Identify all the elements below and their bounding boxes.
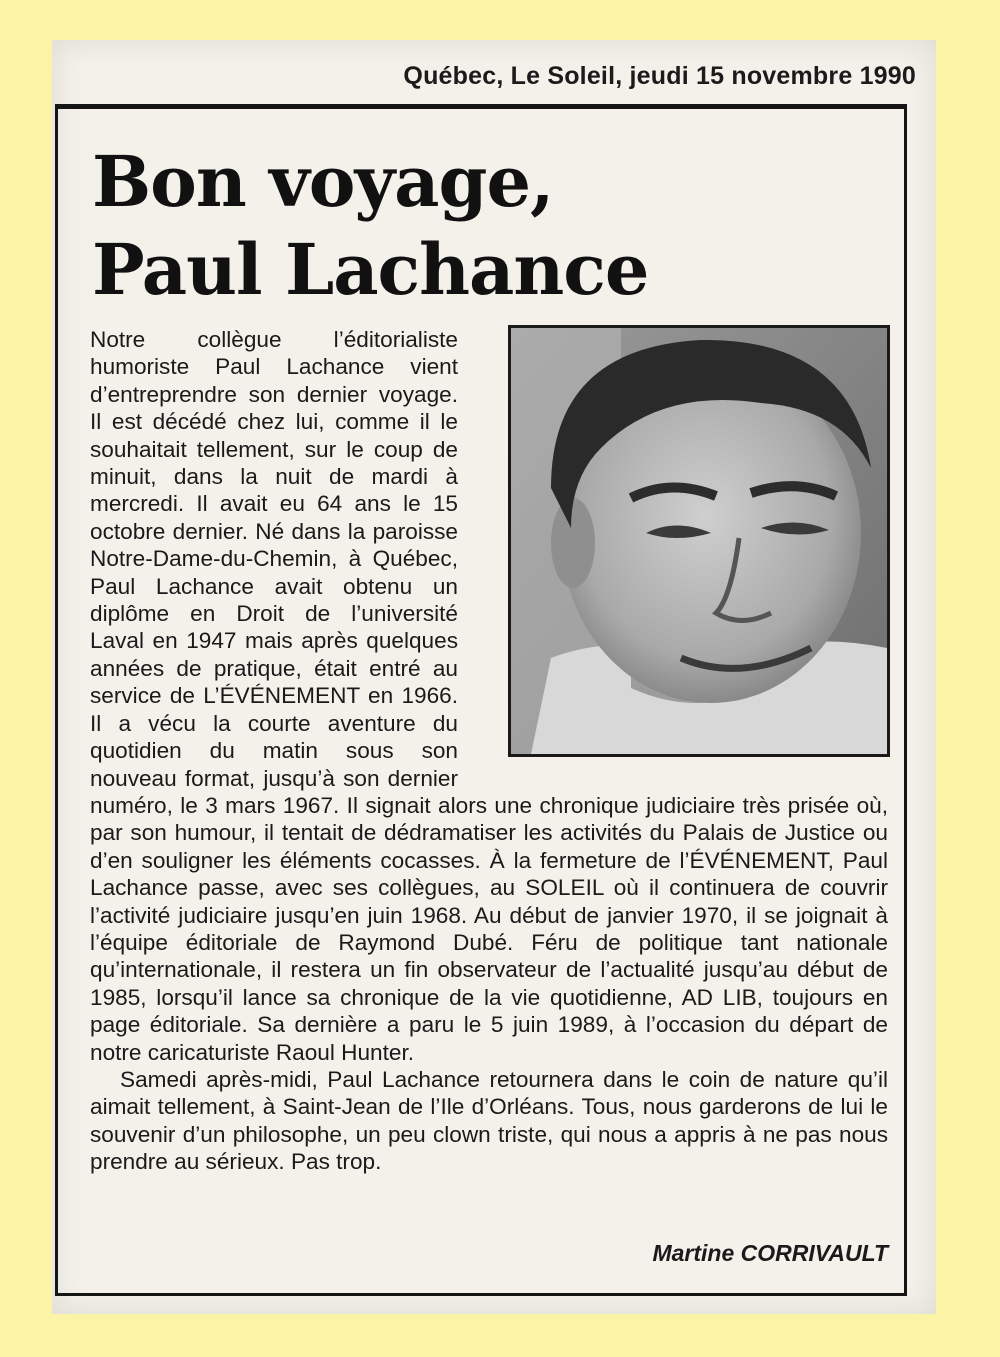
article-paragraph-2: Samedi après-midi, Paul Lachance retournera dans le coin de nature qu’il aimait tellement, à Saint-Jean de l’Ile d’Orléans. Tous, nous garderons de lui le souvenir d’un philosophe, un peu clown triste, qui nous a appris à ne pas nous prendre au sérieux. Pas trop. [90,1066,888,1175]
dateline: Québec, Le Soleil, jeudi 15 novembre 1990 [403,62,916,90]
article-paragraph-1: Notre collègue l’éditorialiste humoriste Paul Lachance vient d’entreprendre son dernier voyage. Il est décédé chez lui, comme il le souhaitait tellement, sur le coup de minuit, dans la nuit de mardi à mercredi. Il avait eu 64 ans le 15 octobre dernier. Né dans la paroisse Notre-Dame-du-Chemin, à Québec, Paul Lachance avait obtenu un diplôme en Droit de l’université Laval en 1947 mais après quelques années de pratique, était entré au service de L’ÉVÉNEMENT en 1966. Il a vécu la courte aventure du quotidien du matin sous son nouveau format, jusqu’à son dernier numéro, le 3 mars 1967. Il signait alors une chronique judiciaire très prisée où, par son humour, il tentait de dédramatiser les activités du Palais de Justice ou d’en souligner les éléments cocasses. À la fermeture de l’ÉVÉNEMENT, Paul Lachance passe, avec ses collègues, au SOLEIL où il continuera de couvrir l’activité judiciaire jusqu’en juin 1968. Au début de janvier 1970, il se joignait à l’équipe éditoriale de Raymond Dubé. Féru de politique tant nationale qu’internationale, il restera un fin observateur de l’actualité jusqu’au début de 1985, lorsqu’il lance sa chronique de la vie quotidienne, AD LIB, toujours en page éditoriale. Sa dernière a paru le 5 juin 1989, à l’occasion du départ de notre caricaturiste Raoul Hunter. [90,327,888,1065]
author-signature: Martine CORRIVAULT [652,1240,888,1266]
headline: Bon voyage, Paul Lachance [92,140,649,311]
photo-space [458,326,888,788]
article-body [90,326,888,1176]
